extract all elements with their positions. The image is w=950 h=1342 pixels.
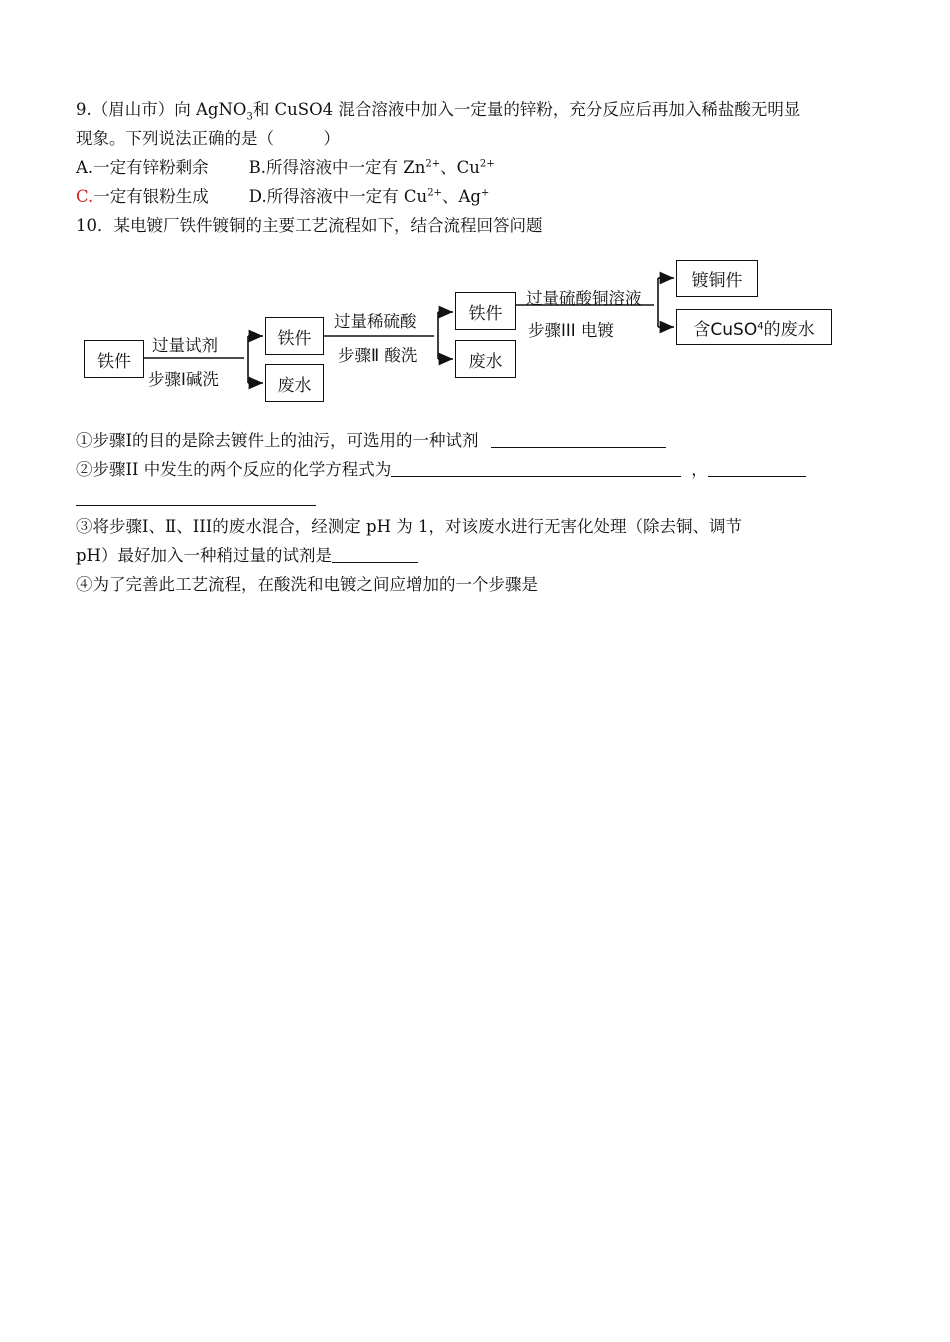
q9-stem-line2: 现象。下列说法正确的是（ ） (76, 129, 340, 148)
q9-option-d: D.所得溶液中一定有 $Cu^{2+}$、Ag+ (248, 187, 490, 206)
q10-stem: 10．某电镀厂铁件镀铜的主要工艺流程如下，结合流程回答问题 (76, 216, 543, 235)
step1-label-top: 过量试剂 (152, 336, 218, 355)
q9-number: 9. (76, 100, 92, 119)
answer-blank-2c[interactable] (76, 489, 316, 506)
q9-option-c-letter: C. (76, 187, 94, 206)
box-iron-1: 铁件 (265, 317, 324, 355)
q10-sub4: ④为了完善此工艺流程，在酸洗和电镀之间应增加的一个步骤是 (76, 575, 538, 594)
answer-blank-3[interactable] (332, 546, 418, 563)
q10-sub3-line2: pH）最好加入一种稍过量的试剂是 (76, 544, 418, 568)
box-waste-2: 废水 (455, 340, 516, 378)
box-iron-2: 铁件 (455, 292, 516, 330)
q10-sub2: ②步骤II 中发生的两个反应的化学方程式为 ， (76, 458, 806, 482)
box-waste-1: 废水 (265, 364, 324, 402)
q9-option-a: A.一定有锌粉剩余 (76, 158, 209, 177)
q10-sub2-continuation (76, 487, 316, 511)
box-waste-cuso4: 含CuSO 4 的废水 (676, 309, 832, 345)
step3-label-top: 过量硫酸铜溶液 (526, 289, 642, 308)
box-plated-part: 镀铜件 (676, 260, 758, 297)
answer-blank-1[interactable] (491, 431, 666, 448)
q10-sub1: ①步骤I的目的是除去镀件上的油污，可选用的一种试剂 (76, 429, 666, 453)
step3-label-bottom: 步骤III 电镀 (528, 321, 614, 340)
q10-sub3-line1: ③将步骤Ⅰ、Ⅱ、III的废水混合，经测定 pH 为 1，对该废水进行无害化处理（除去铜、调节 (76, 517, 742, 536)
step1-label-bottom: 步骤Ⅰ碱洗 (148, 370, 219, 389)
answer-blank-2b[interactable] (708, 460, 806, 477)
step2-label-top: 过量稀硫酸 (334, 312, 417, 331)
q9-option-b: B.所得溶液中一定有 $Zn^{2+}$、$Cu^{2+}$ (248, 158, 495, 177)
q9-source: （眉山市） (91, 100, 175, 119)
q9-stem-part2: 和 CuSO4 混合溶液中加入一定量的锌粉，充分反应后再加入稀盐酸无明显 (252, 100, 801, 119)
q9-stem-subscript: 3 (246, 111, 253, 123)
step2-label-bottom: 步骤Ⅱ 酸洗 (338, 346, 418, 365)
q9-option-c: C.一定有银粉生成 (76, 187, 209, 206)
q9-stem-part1: 向 AgNO (174, 100, 247, 119)
answer-blank-2a[interactable] (391, 460, 681, 477)
box-start-iron: 铁件 (84, 340, 144, 378)
